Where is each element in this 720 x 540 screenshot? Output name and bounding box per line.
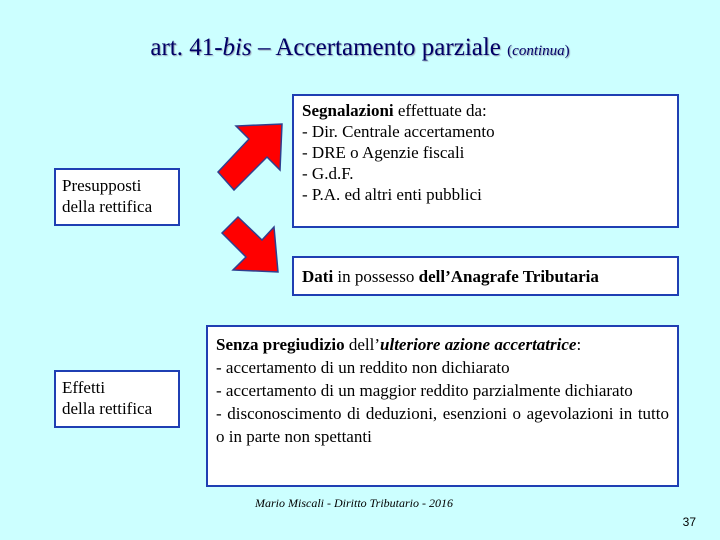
title-paren-open: ( [507, 43, 513, 59]
segnalazioni-box [292, 94, 679, 228]
dati-mid: in possesso [333, 267, 419, 286]
segnalazioni-item: - G.d.F. [302, 164, 354, 183]
dati-bold2: dell’Anagrafe Tributaria [418, 267, 599, 286]
title-paren-close: ) [564, 43, 570, 59]
arrow-down-right-icon [222, 217, 278, 272]
footer-credit: Mario Miscali - Diritto Tributario - 2016 [255, 496, 454, 510]
arrow-up-right-icon [218, 124, 282, 190]
presupposti-line1: Presupposti [62, 176, 142, 195]
senza-mid: dell’ [344, 335, 381, 354]
title-main: art. 41- [150, 34, 223, 61]
senza-line: - accertamento di un reddito non dichiarato [216, 358, 510, 377]
senza-line: - accertamento di un maggior reddito parzialmente dichiarato [216, 381, 633, 400]
senza-colon: : [576, 335, 582, 354]
title-italic: bis [222, 34, 252, 61]
effetti-line1: Effetti [62, 378, 106, 397]
segnalazioni-rest: effettuate da: [393, 101, 487, 120]
effetti-line2: della rettifica [62, 399, 153, 418]
dati-box [292, 256, 679, 296]
title-continua: continua [512, 43, 565, 59]
senza-line: - disconoscimento di deduzioni, esenzioni o agevolazioni in tutto o in parte non spettanti [216, 404, 669, 446]
title-rest: – Accertamento parziale [251, 34, 508, 61]
dati-bold1: Dati [302, 267, 334, 286]
presupposti-line2: della rettifica [62, 197, 153, 216]
senza-bold: Senza pregiudizio [216, 335, 345, 354]
segnalazioni-item: - Dir. Centrale accertamento [302, 122, 495, 141]
segnalazioni-bold: Segnalazioni [302, 101, 394, 120]
senza-heading [216, 333, 669, 356]
effetti-box [54, 370, 180, 428]
segnalazioni-item: - DRE o Agenzie fiscali [302, 143, 465, 162]
segnalazioni-item: - P.A. ed altri enti pubblici [302, 185, 482, 204]
segnalazioni-heading [302, 100, 669, 121]
senza-pregiudizio-box [206, 325, 679, 487]
page-number: 37 [682, 515, 696, 529]
senza-bolditalic: ulteriore azione accertatrice [380, 335, 577, 354]
